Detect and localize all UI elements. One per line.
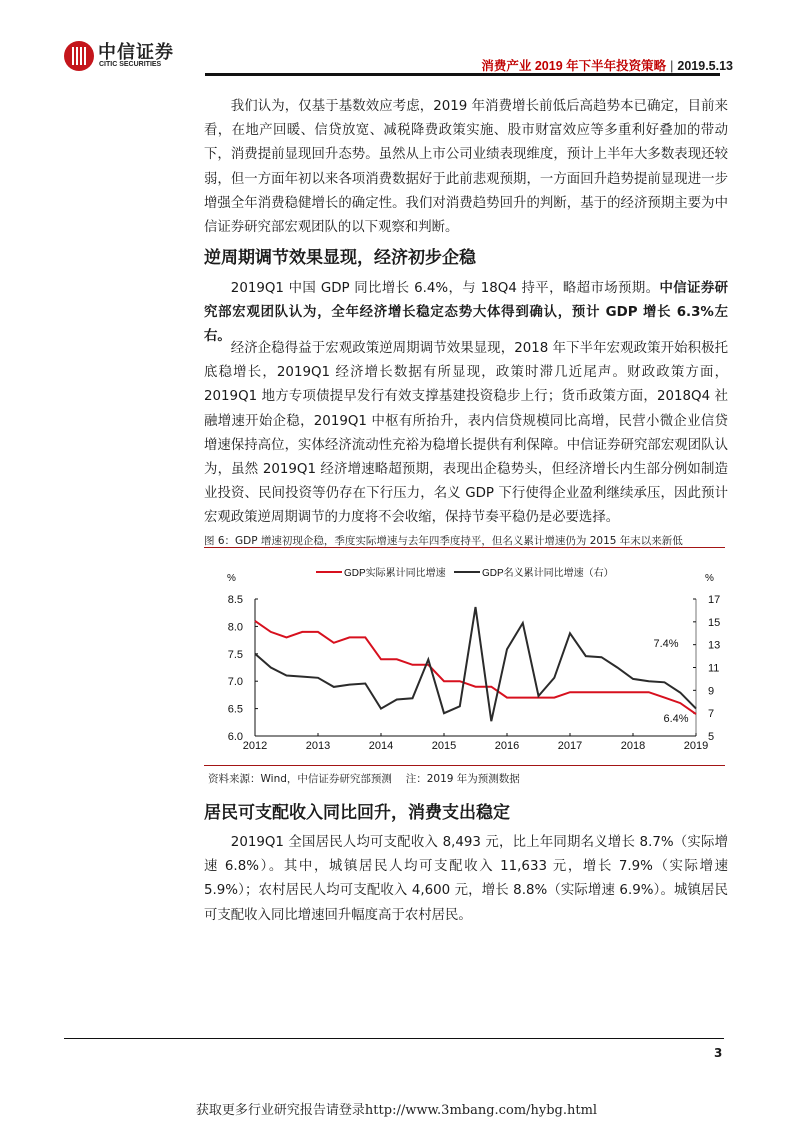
svg-text:5: 5: [708, 731, 715, 743]
svg-text:2017: 2017: [557, 740, 583, 752]
svg-text:8.5: 8.5: [227, 594, 243, 606]
svg-text:7.0: 7.0: [227, 676, 243, 689]
report-title: 消费产业 2019 年下半年投资策略: [481, 59, 667, 73]
intro-paragraph: [204, 95, 728, 240]
section-heading-income: 居民可支配收入同比回升，消费支出稳定: [204, 803, 510, 823]
promo-link-text[interactable]: 获取更多行业研究报告请登录http://www.3mbang.com/hybg.html: [195, 1103, 598, 1118]
svg-text:7.4%: 7.4%: [653, 638, 679, 650]
svg-text:15: 15: [708, 616, 721, 629]
footer-rule: [64, 1038, 724, 1039]
svg-text:6.4%: 6.4%: [663, 713, 689, 725]
svg-text:2016: 2016: [494, 740, 520, 752]
gdp-summary-text: 2019Q1 中国 GDP 同比增长 6.4%，与 18Q4 持平，略超市场预期。: [230, 281, 660, 296]
logo-chinese-name: 中信证券: [98, 42, 174, 63]
svg-text:7.5: 7.5: [227, 648, 243, 661]
header-separator: |: [670, 59, 674, 73]
svg-text:2019: 2019: [683, 740, 709, 752]
svg-text:6.0: 6.0: [227, 731, 243, 743]
svg-text:%: %: [227, 573, 236, 584]
logo-english-name: CITIC SECURITIES: [99, 61, 162, 68]
svg-text:2018: 2018: [620, 740, 646, 752]
svg-text:13: 13: [708, 639, 721, 652]
intro-text: 我们认为，仅基于基数效应考虑，2019 年消费增长前低后高趋势本已确定，目前来看，在地产回暖、信贷放宽、减税降费政策实施、股市财富效应等多重利好叠加的带动下，消费提前显现回升态势。虽然从上市公司业绩表现维度，预计上半年大多数表现还较弱，但一方面年初以来各项消费数据好于此前悲观预期，一方面回升趋势提前显现进一步增强全年消费稳健增长的确定性。我们对消费趋势回升的判断，基于的经济预期主要为中信证券研究部宏观团队的以下观察和判断。: [204, 99, 728, 236]
page-number: 3: [714, 1046, 723, 1060]
citic-logo-icon: [64, 41, 94, 71]
figure-bottom-rule: [204, 765, 725, 766]
gdp-forecast-bold: 中信证券研究部宏观团队认为，全年经济增长稳定态势大体得到确认，预计 GDP 增长 6.3%左右。: [204, 281, 728, 345]
figure-source: 资料来源：Wind，中信证券研究部预测 注：2019 年为预测数据: [208, 773, 520, 785]
chart-lines: [255, 607, 696, 721]
svg-text:GDP实际累计同比增速: GDP实际累计同比增速: [344, 568, 446, 579]
section-heading-economy: 逆周期调节效果显现，经济初步企稳: [204, 248, 476, 268]
policy-paragraph: [204, 337, 728, 531]
svg-text:GDP名义累计同比增速（右）: GDP名义累计同比增速（右）: [482, 568, 614, 579]
report-header: [481, 56, 733, 74]
svg-text:17: 17: [708, 594, 721, 606]
svg-text:2013: 2013: [305, 740, 331, 752]
gdp-growth-chart: [200, 556, 740, 761]
header-rule: [205, 73, 720, 76]
svg-text:11: 11: [708, 662, 720, 675]
report-date: 2019.5.13: [677, 59, 733, 73]
citic-logo: [64, 38, 174, 74]
figure-caption: 图 6：GDP 增速初现企稳，季度实际增速与去年四季度持平，但名义累计增速仍为 2015 年末以来新低: [204, 535, 683, 547]
chart-canvas: [200, 556, 740, 761]
figure-top-rule: [204, 547, 725, 548]
svg-text:2014: 2014: [368, 740, 394, 752]
svg-text:2012: 2012: [242, 740, 268, 752]
svg-text:6.5: 6.5: [227, 703, 243, 716]
income-text: 2019Q1 全国居民人均可支配收入 8,493 元，比上年同期名义增长 8.7%（实际增速 6.8%）。其中，城镇居民人均可支配收入 11,633 元，增长 7.9%（实际增速 5.9%）；农村居民人均可支配收入 4,600 元，增长 8.8%（实际增速 6.9%）。城镇居民可支配收入同比增速回升幅度高于农村居民。: [204, 835, 728, 923]
svg-text:%: %: [705, 573, 714, 584]
svg-text:2015: 2015: [431, 740, 457, 752]
policy-text: 经济企稳得益于宏观政策逆周期调节效果显现，2018 年下半年宏观政策开始积极托底稳增长，2019Q1 经济增长数据有所显现，政策时滞几近尾声。财政政策方面，2019Q1 地方专项债提早发行有效支撑基建投资稳步上行；货币政策方面，2018Q4 社融增速开始企稳，2019Q1 中枢有所抬升，表内信贷规模同比高增，民营小微企业信贷增速保持高位，实体经济流动性充裕为稳增长提供有利保障。中信证券研究部宏观团队认为，虽然 2019Q1 经济增速略超预期，表现出企稳势头，但经济增长内生部分例如制造业投资、民间投资等仍存在下行压力，名义 GDP 下行使得企业盈利继续承压，因此预计宏观政策逆周期调节的力度将不会收缩，保持节奏平稳仍是必要选择。: [204, 341, 728, 526]
svg-text:8.0: 8.0: [227, 621, 243, 634]
svg-text:9: 9: [708, 685, 715, 698]
svg-text:7: 7: [708, 708, 715, 721]
income-paragraph: [204, 831, 728, 928]
chart-legend: [227, 566, 714, 584]
